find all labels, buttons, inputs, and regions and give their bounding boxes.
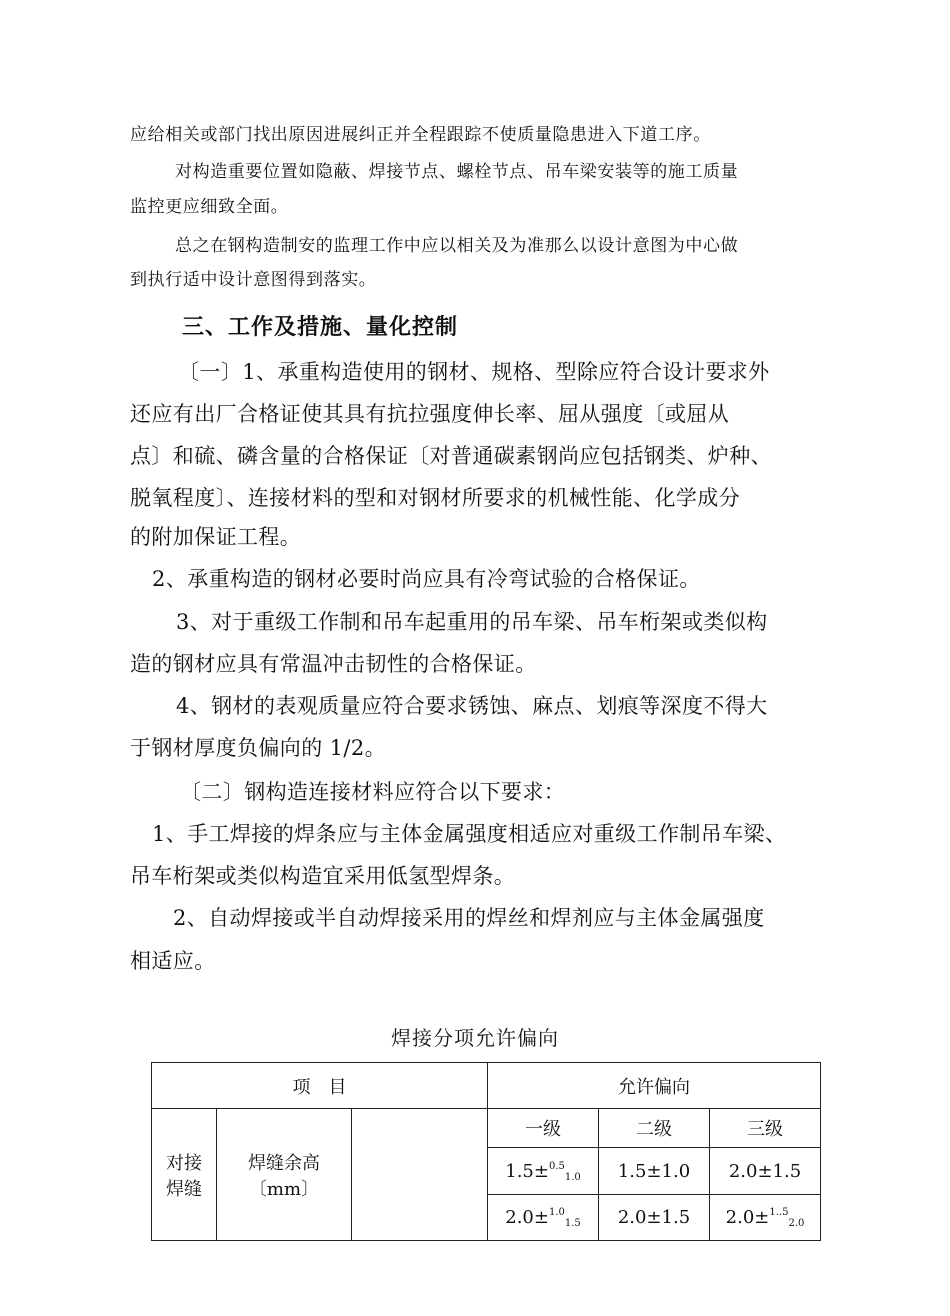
paragraph-line: 到执行适中设计意图得到落实。 [130, 270, 377, 290]
blank-cell [352, 1109, 488, 1241]
paragraph-line: 总之在钢构造制安的监理工作中应以相关及为准那么以设计意图为中心做 [175, 236, 739, 256]
tolerance-base: 2.0± [505, 1207, 549, 1228]
paragraph-line: 点〕和硫、磷含量的合格保证〔对普通碳素钢尚应包括钢类、炉种、 [130, 444, 772, 468]
category-label-line2: 焊缝 [166, 1178, 202, 1200]
paragraph-line: 监控更应细致全面。 [130, 197, 289, 217]
paragraph-line: 2、承重构造的钢材必要时尚应具有冷弯试验的合格保证。 [152, 567, 701, 591]
tolerance-cell: 1.5±1.0 [599, 1148, 710, 1195]
section-heading: 三、工作及措施、量化控制 [182, 315, 459, 340]
grade-2-header: 二级 [599, 1109, 710, 1148]
paragraph-line: 4、钢材的表观质量应符合要求锈蚀、麻点、划痕等深度不得大 [176, 694, 768, 718]
tolerance-upper: 1..5 [769, 1207, 789, 1218]
tolerance-base: 1.5± [505, 1160, 549, 1182]
tolerance-base: 2.0± [725, 1207, 770, 1228]
tolerance-cell [488, 1195, 599, 1241]
tolerance-upper: 0.5 [548, 1160, 565, 1172]
table-row [152, 1109, 821, 1148]
paragraph-line: 〔一〕1、承重构造使用的钢材、规格、型除应符合设计要求外 [178, 360, 770, 384]
subitem-cell [217, 1109, 352, 1241]
tolerance-lower: 1.5 [564, 1218, 581, 1229]
paragraph-line: 相适应。 [130, 949, 216, 973]
tolerance-cell [488, 1148, 599, 1195]
paragraph-line: 吊车桁架或类似构造宜采用低氢型焊条。 [130, 864, 516, 888]
paragraph-line: 还应有出厂合格证使其具有抗拉强度伸长率、屈从强度〔或屈从 [130, 402, 730, 426]
table-header-row [152, 1063, 821, 1109]
table-title: 焊接分项允许偏向 [391, 1026, 559, 1050]
tolerance-upper: 1.0 [548, 1207, 565, 1218]
paragraph-line: 2、自动焊接或半自动焊接采用的焊丝和焊剂应与主体金属强度 [173, 906, 765, 930]
subitem-label-line2: 〔mm〕 [248, 1178, 320, 1200]
paragraph-line: 于钢材厚度负偏向的 1/2。 [130, 736, 387, 760]
paragraph-line: 造的钢材应具有常温冲击韧性的合格保证。 [130, 652, 537, 676]
tolerance-cell [710, 1195, 821, 1241]
tolerance-lower: 1.0 [564, 1171, 581, 1183]
subitem-label-line1: 焊缝余高 [248, 1152, 320, 1174]
tolerance-cell: 2.0±1.5 [599, 1195, 710, 1241]
grade-1-header: 一级 [488, 1109, 599, 1148]
welding-tolerance-table [151, 1062, 821, 1241]
paragraph-line: 1、手工焊接的焊条应与主体金属强度相适应对重级工作制吊车梁、 [152, 822, 787, 846]
category-label-line1: 对接 [166, 1152, 202, 1174]
paragraph-line: 对构造重要位置如隐蔽、焊接节点、螺栓节点、吊车梁安装等的施工质量 [175, 162, 739, 182]
tolerance-cell: 2.0±1.5 [710, 1148, 821, 1195]
paragraph-line: 应给相关或部门找出原因进展纠正并全程跟踪不使质量隐患进入下道工序。 [130, 125, 711, 145]
paragraph-line: 〔二〕钢构造连接材料应符合以下要求： [180, 780, 566, 804]
paragraph-line: 3、对于重级工作制和吊车起重用的吊车梁、吊车桁架或类似构 [176, 610, 768, 634]
tolerance-lower: 2.0 [788, 1218, 805, 1229]
category-cell [152, 1109, 217, 1241]
paragraph-line: 的附加保证工程。 [130, 525, 302, 549]
paragraph-line: 脱氧程度〕、连接材料的型和对钢材所要求的机械性能、化学成分 [130, 486, 741, 510]
grade-3-header: 三级 [710, 1109, 821, 1148]
header-tolerance-cell: 允许偏向 [488, 1063, 821, 1109]
header-item-cell: 项 目 [152, 1063, 488, 1109]
